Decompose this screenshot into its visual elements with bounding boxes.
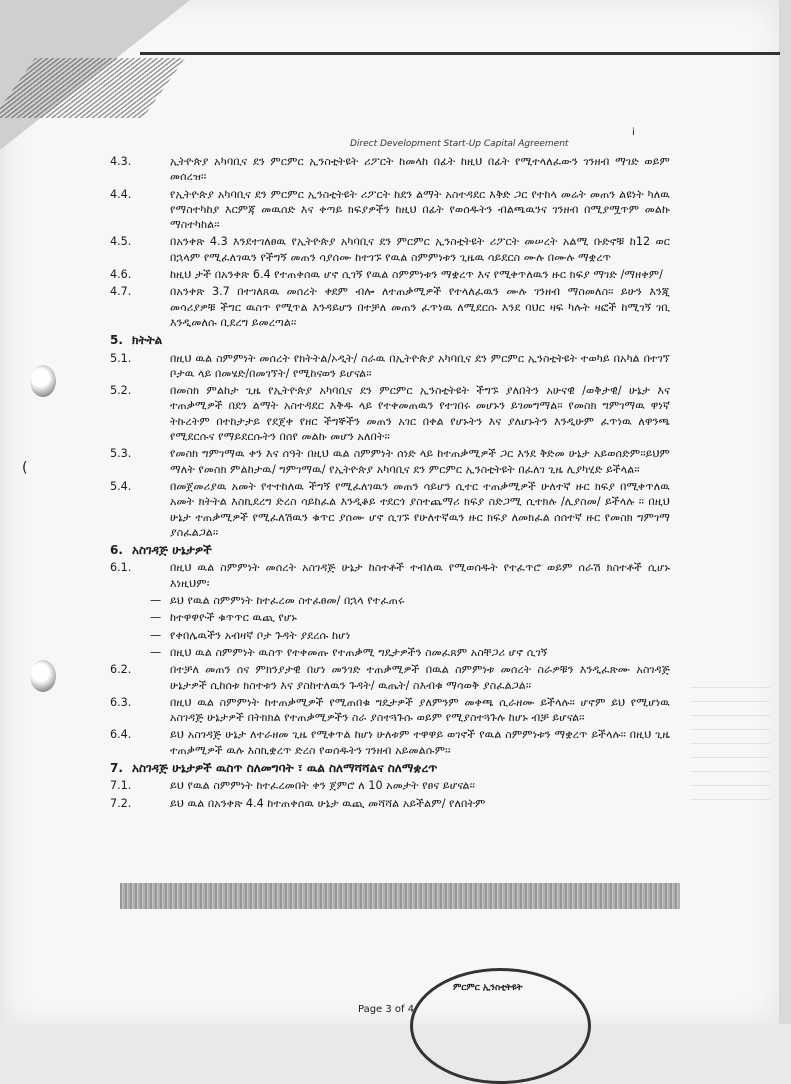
clause-5-4: 5.4. በመጀመሪያዉ አመት የተተከለዉ ችግኝ የሚፈለገዉን መጠን ሳይሆን ሲተር ተጠቃሚዎች ሁለተኛ ዙር ክፍያ በሚቀጥለዉ አመት ክትትል እስኪደረግ ድረስ ሳይከፈል እንዲቆይ ተደርጎ ያስተጨማሪ ክፍያ ስድጋሚ ሲተክሉ /ሊያስመ/ ይችላሉ ፡፡ በዚህ ሁኔታ ተጠቃሚዎች የሚፈለሽዉን ቁጥር ያሰሙ ሆኖ ሲገኙ የሁለተኛዉን ዙር ክፍያ ለመክፈል ሰሰተኛ ዙር የመስክ ግምገማ ያስፈልጋል፡፡: [110, 479, 670, 539]
list-item: — በዚህ ዉል ስምምነት ዉስጥ የተቀመጡ የተጠቃሚ ግዴታዎችን ስመፈጸም አስቸጋሪ ሆኖ ሲገኝ: [150, 645, 548, 659]
clause-7-2: 7.2. ይህ ዉል በአንቀጽ 4.4 ከተጠቀሰዉ ሁኔታ ዉጪ መሻሻል አይችልም/ የለበትም: [110, 796, 486, 810]
clause-4-4: 4.4. የኢትዮጵያ አካባቢና ደን ምርምር ኢንስቲትዩት ሪፖርት ከደን ልማት አስተዳደር እቅድ ጋር የተከላ መሬት መጠን ልዩነት ካለዉ የማስተካከያ እርምጃ መዉሰድ እና ቀጣይ ክፍያዎችን ከዚህ በፊት የወሰዱትን ብልጫዉንና ገንዘብ በሚያሟጥም መልኩ ማስተካከል፡፡: [110, 187, 670, 232]
punch-hole-top: [30, 365, 56, 397]
clause-4-5: 4.5. በአንቀጽ 4.3 እንደተገለፀዉ የኢትዮጵያ አካባቢና ደን ምርምር ኢንስቲትዩት ሪፖርት መሠረት አልሚ ቡድኖቹ ከ12 ወር በኋላም የሚፈለገዉን የችግኝ መጠን ሳያሰሙ ከተገኙ የዉል ስምምነቱን ጊዜዉ ሳይደርስ ሙሉ በሙሉ ማቋረጥ: [110, 235, 670, 264]
section-7-heading: 7. አስገዳጅ ሁኔታዎች ዉስጥ ስለመግባት ፣ ዉል ስለማሻሻልና ስለማቋረጥ: [110, 760, 438, 775]
clause-7-1: 7.1. ይህ የዉል ስምምነት ከተፈረመበት ቀን ጀምሮ ለ 10 አመታት የፀና ይሆናል፡፡: [110, 779, 475, 793]
clause-5-3: 5.3. የመስክ ግምገማዉ ቀን እና ሰዓት በዚህ ዉል ስምምነት ሰነድ ላይ ከተጠቃሚዎች ጋር እንደ ቅድመ ሁኔታ አይወሰድም፡፡ይህም ማለት የመስክ ምልከታዉ/ ግምገማዉ/ የኢትዮጵያ አካባቢና ደን ምርምር ኢንስቲትዩት በፈለገ ጊዜ ሊያካሂድ ይችላል፡፡: [110, 447, 670, 476]
clause-5-2: 5.2. በመስክ ምልከታ ጊዜ የኢትዮጵያ አካባቢና ደን ምርምር ኢንስቲትዩት ችግኙ ያለበትን አሁናዊ /ወቅታዊ/ ሁኔታ እና ተጠቃሚዎች በደን ልማት አስተዳደር እቅዱ ላይ የተቀመጠዉን የተገበሩ መሆኑን ይገመግማል፡፡ የመስክ ግምገማዉ ዋነኛ ትኩረትም በተከታታይ የደጀቀ የዘር ችግኞችን መጠን አገር በቀል የሆኑትን እና ያለሆኑትን እንዲሁም ፈጥነዉ ለዋንጫ የሚደርሱና የማይደርሱትን በሰየ መልኩ መሆን አለበት፡፡: [110, 384, 670, 444]
margin-bracket: (: [22, 460, 28, 476]
official-stamp: ምርምር ኢንስቲትዩት: [410, 968, 591, 1084]
clause-4-7: 4.7. በአንቀጽ 3.7 በተገለጸዉ መሰረት ቀደም ብሎ ለተጠቃሚዎች የተላለፈዉን ሙሉ ገንዘብ ማስመለስ፡፡ ይሁን እንጂ መሳሪያዎቹ ችግር ዉስጥ የሚጥል እንዳይሆን በተቻለ መጠን ፈጥነዉ ለሚደርሱ እንደ ባህር ዛፍ ካሉት ዛፎች ከሚገኝ ገቢ እንዲመለሱ ቢደረግ ይመረጣል፡፡: [110, 285, 670, 329]
clause-6-3: 6.3. በዚህ ዉል ስምምነት ከተጠቃሚዎች የሚጠበቁ ግዴታዎች ያለምንም መቀጫ ሲራዘሙ ይችላሉ፡፡ ሆኖም ይህ የሚሆነዉ አስገዳጅ ሁኔታዎች በትክክል የተጠቃሚዎችን ስራ ያስተጓጉሱ ወይም የሚያስተጓጉሉ ከሆኑ ብቻ ይሆናል፡፡: [110, 695, 670, 725]
clause-5-1: 5.1. በዚህ ዉል ስምምነት መሰረት የክትትል/ኦዲት/ ስራዉ በኢትዮጵያ አካባቢና ደን ምርምር ኢንስቲትዩት ተወካይ በአካል በተገኘ ቦታዉ ላይ በመሄድ/በመገኘት/ የሚከናወን ይሆናል፡፡: [110, 351, 670, 380]
list-item: — የቀበሌዉችን አብዛኛ ቦታ ጉዳት ያደረሱ ከሆነ: [150, 628, 351, 642]
clause-6-4: 6.4. ይህ አስገዳጅ ሁኔታ ለተራዘመ ጊዜ የሚቀጥል ከሆነ ሁለቱም ተዋዋይ ወገኖች የዉል ስምምነቱን ማቋረጥ ይችላሉ፡፡ በዚህ ጊዜ ተጠቃሚዎች ዉሉ እስኪቋረጥ ድረስ የወሰዱትን ገንዘብ አይመልሱም፡፡: [110, 728, 670, 757]
section-6-heading: 6. አስገዳጅ ሁኔታዎች: [110, 543, 212, 558]
clause-6-1: 6.1. በዚህ ዉል ስምምነት መሰረት አስገዳጅ ሁኔታ ከስተቶች ተብለዉ የሚወሰዱት የተፈጥሮ ወይም ሰራሽ ክስተቶች ሲሆኑ እነዚህም፡: [110, 561, 670, 590]
document-body: [110, 154, 670, 813]
list-item: — ከተዋዋዮች ቁጥጥር ዉጪ የሆኑ: [150, 611, 297, 625]
page-mark: i: [632, 127, 635, 138]
header-rule: [140, 52, 780, 55]
clause-6-2: 6.2. በተቻለ መጠን ሰና ምክንያታዊ በሆነ መንገድ ተጠቃሚዎች በዉል ስምምነቱ መሰረት ስራዎቹን እንዲፈጽሙ አስገዳጅ ሁኔታዎች ሲከሰቱ ክስተቱን እና ያስከተለዉን ጉዳት/ ዉጤት/ ስእብቁ ማሳወቅ ያስፈልጋል፡፡: [110, 663, 670, 692]
scan-smudge: [120, 883, 680, 909]
punch-hole-bottom: [30, 660, 56, 692]
bleed-through: [690, 680, 770, 800]
page-number: Page 3 of 4: [358, 1004, 415, 1015]
clause-4-6: 4.6. ከዚህ ታች በአንቀጽ 6.4 የተጠቀሰዉ ሆኖ ሲገኝ የዉል ስምምነቱን ማቋረጥ እና የሚቀጥለዉን ዙር ክፍያ ማገድ /ማዘቀም/: [110, 268, 663, 282]
list-item: — ይህ የዉል ስምምነት ከተፈረመ ስተፈፀመ/ በኋላ የተፈጠሩ: [150, 594, 405, 608]
running-header: Direct Development Start-Up Capital Agreement: [350, 139, 569, 149]
clause-4-3: 4.3. ኢትዮጵያ አካባቢና ደን ምርምር ኢንስቲትዩት ሪፖርት ከመላከ በፊት ከዚህ በፊት የሚተላለፈውን ገንዘብ ማገድ ወይም መሰረዝ፡፡: [110, 155, 670, 184]
scan-edge: [779, 0, 791, 1024]
section-5-heading: 5. ክትትል: [110, 333, 163, 348]
